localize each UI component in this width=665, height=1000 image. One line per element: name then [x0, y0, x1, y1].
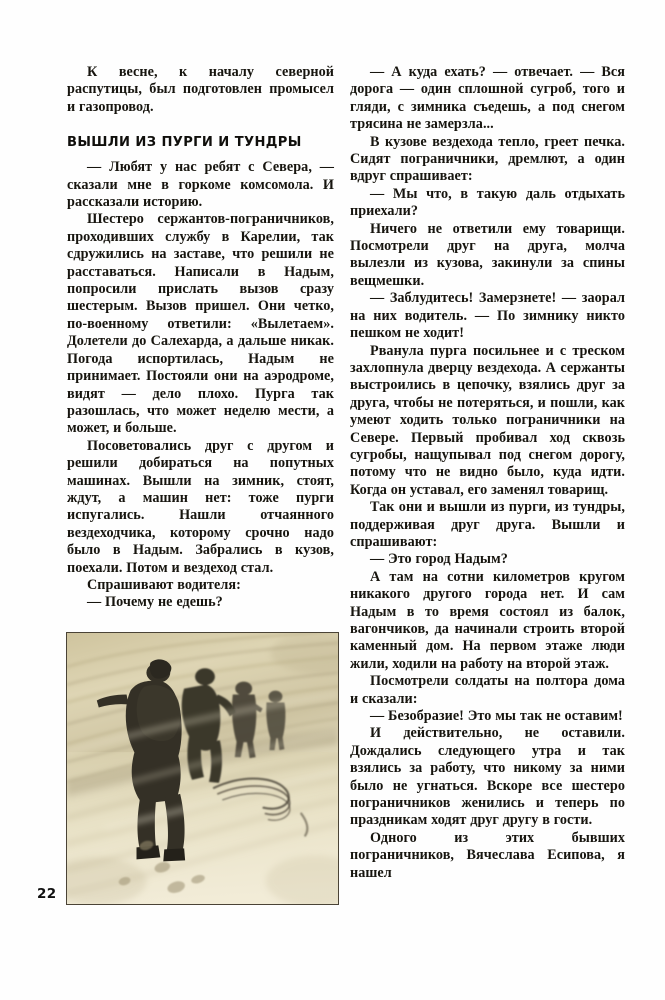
illustration-blizzard	[66, 632, 339, 905]
paragraph: К весне, к началу северной распутицы, был подготовлен промысел и газопровод.	[67, 64, 334, 115]
paragraph: — Это город Надым?	[370, 551, 508, 568]
paragraph: И действительно, не оставили. Дождались следующего утра и так взялись за работу, что никому за ними было не угнаться. Вскоре все шестеро пограничников женились и теперь по праздникам ходят друг другу в гости.	[350, 725, 625, 829]
right-text-column	[350, 64, 625, 882]
paragraph: В кузове вездехода тепло, греет печка. Сидят пограничники, дремлют, а один вдруг спрашивает:	[350, 133, 625, 185]
paragraph: — А куда ехать? — отвечает. — Вся дорога — один сплошной сугроб, того и гляди, с зимника съедешь, а под снегом трясина не замерзла...	[350, 64, 625, 133]
paragraph: Посоветовались друг с другом и решили добираться на попутных машинах. Вышли на зимник, стоят, ждут, а машин нет: тоже пурги испугались. Нашли отчаянного вездеходчика, которому срочно надо было в Надым. Забрались в кузов, поехали. Потом и вездеход стал.	[67, 437, 334, 576]
paragraph: Шестеро сержантов-пограничников, проходивших службу в Карелии, так сдружились на заставе, что решили не расставаться. Написали в Надым, попросили прислать вызов сразу шестерым. Вызов пришел. Они четко, по-военному ответили: «Вылетаем». Долетели до Салехарда, а дальше никак. Погода испортилась, Надым не принимает. Постояли они на аэродроме, видят — дело плохо. Пурга так разошлась, что может неделю мести, а может, и больше.	[67, 211, 334, 437]
paragraph: Спрашивают водителя:	[87, 576, 241, 593]
paragraph: — Мы что, в такую даль отдыхать приехали?	[350, 185, 625, 220]
paragraph: Так они и вышли из пурги, из тундры, поддерживая друг друга. Вышли и спрашивают:	[350, 499, 625, 550]
paragraph: — Безобразие! Это мы так не оставим!	[370, 708, 623, 725]
paragraph: Рванула пурга посильнее и с треском захлопнула дверцу вездехода. А сержанты выстроились в цепочку, взялись друг за друга, чтобы не потеряться, и пошли, как умеют ходить только пограничники на Севере. Первый пробивал ход сквозь сугробы, нащупывал под снегом дорогу, потому что не видно было, куда идти. Когда он уставал, его заменял товарищ.	[350, 342, 625, 498]
left-text-column	[67, 64, 334, 612]
paragraph: — Почему не едешь?	[87, 594, 223, 611]
paragraph: А там на сотни километров кругом никакого другого города нет. И сам Надым в то время состоял из балок, вагончиков, да начинали строить второй каменный дом. На первом этаже люди жили, ходили на работу на второй этаж.	[350, 568, 625, 672]
paragraph: — Любят у нас ребят с Севера, — сказали мне в горкоме комсомола. И рассказали историю.	[67, 159, 334, 211]
paragraph: Ничего не ответили ему товарищи. Посмотрели друг на друга, молча вылезли из кузова, закинули за спины вещмешки.	[350, 220, 625, 289]
page-number: 22	[37, 886, 57, 902]
paragraph: — Заблудитесь! Замерзнете! — заорал на них водитель. — По зимнику никто пешком не ходит!	[350, 290, 625, 342]
section-heading: ВЫШЛИ ИЗ ПУРГИ И ТУНДРЫ	[67, 135, 302, 151]
paragraph: Посмотрели солдаты на полтора дома и сказали:	[350, 673, 625, 707]
paragraph: Одного из этих бывших пограничников, Вячеслава Есипова, я нашел	[350, 829, 625, 881]
